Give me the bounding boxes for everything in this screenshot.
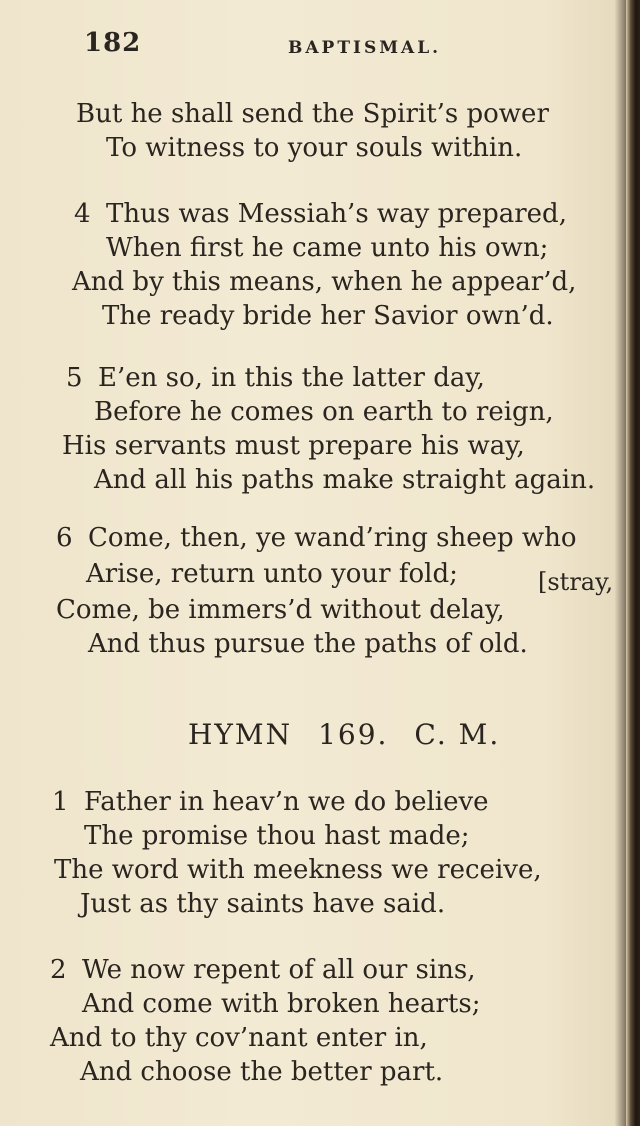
stanza-line: His servants must prepare his way,	[62, 431, 525, 461]
stanza-line: And by this means, when he appear’d,	[72, 267, 577, 297]
page-number: 182	[84, 28, 142, 58]
page-header	[84, 28, 444, 64]
hymn-title	[188, 718, 526, 751]
verse-number: 6	[56, 523, 73, 553]
stanza-line: Come, be immers’d without delay,	[56, 595, 505, 625]
stanza-line: And all his paths make straight again.	[94, 465, 596, 495]
stanza-line: But he shall send the Spirit’s power	[76, 99, 549, 129]
stanza-line: Before he comes on earth to reign,	[94, 397, 554, 427]
stanza-line: Just as thy saints have said.	[80, 889, 446, 919]
stanza-line: The promise thou hast made;	[84, 821, 470, 851]
hymn-label: HYMN	[188, 718, 293, 751]
verse-number: 1	[52, 787, 69, 817]
running-head: BAPTISMAL.	[288, 38, 442, 58]
page-edge	[626, 0, 640, 1126]
stanza-line: Thus was Messiah’s way prepared,	[106, 199, 567, 229]
hymn-number: 169.	[318, 718, 389, 751]
stanza-line: Arise, return unto your fold;	[86, 559, 458, 589]
stanza-line: And come with broken hearts;	[82, 989, 481, 1019]
verse-number: 5	[66, 363, 83, 393]
stanza-line: We now repent of all our sins,	[82, 955, 476, 985]
stanza-line: Come, then, ye wand’ring sheep who	[88, 523, 577, 553]
stanza-line: E’en so, in this the latter day,	[98, 363, 485, 393]
hymn-meter: C. M.	[414, 718, 501, 751]
stanza-line: Father in heav’n we do believe	[84, 787, 489, 817]
verse-number: 4	[74, 199, 91, 229]
verse-number: 2	[50, 955, 67, 985]
turnover-word: [stray,	[538, 568, 614, 596]
stanza-line: And thus pursue the paths of old.	[88, 629, 528, 659]
stanza-line: When first he came unto his own;	[106, 233, 549, 263]
stanza-line: The word with meekness we receive,	[54, 855, 542, 885]
stanza-line: The ready bride her Savior own’d.	[102, 301, 554, 331]
stanza-line: To witness to your souls within.	[106, 133, 523, 163]
stanza-line: And choose the better part.	[80, 1057, 444, 1087]
stanza-line: And to thy cov’nant enter in,	[50, 1023, 428, 1053]
